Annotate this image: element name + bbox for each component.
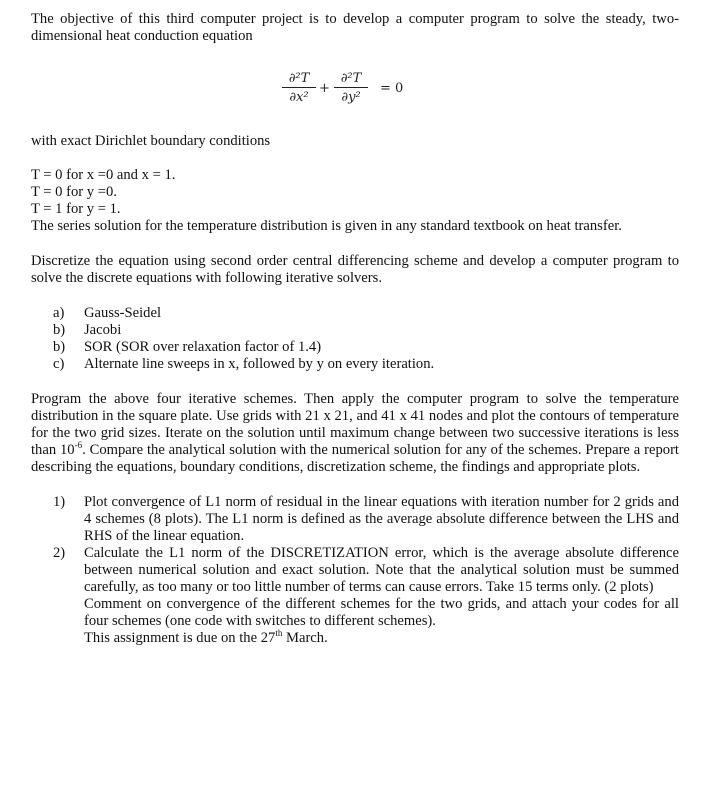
plus-sign: + <box>319 81 330 96</box>
list-text: Calculate the L1 norm of the DISCRETIZATION error, which is the average absolute difference between numerical solution and exact solution. Note that the analytical solution must be summed carefully, as too many or too little number of terms can cause errors. Take 15 terms only. (2 plots) <box>84 545 679 595</box>
list-text: Alternate line sweeps in x, followed by y on every iteration. <box>84 356 435 372</box>
intro-paragraph: The objective of this third computer project is to develop a computer program to solve the steady, two-dimensional heat conduction equation <box>31 11 679 44</box>
task-list <box>31 494 679 596</box>
list-marker: 1) <box>53 494 66 510</box>
term1-numerator: ∂²T <box>288 71 310 86</box>
list-text: Gauss-Seidel <box>84 305 162 321</box>
bc-line: T = 1 for y = 1. <box>31 201 121 217</box>
list-item <box>31 494 679 545</box>
list-text: SOR (SOR over relaxation factor of 1.4) <box>84 339 322 355</box>
list-item <box>31 356 679 373</box>
list-text: Plot convergence of L1 norm of residual in the linear equations with iteration number for 2 grids and 4 schemes (8 plots). The L1 norm is defined as the average absolute difference between the LHS and RHS of the linear equation. <box>84 494 679 544</box>
term1-bar <box>282 87 316 88</box>
heat-equation <box>31 55 679 133</box>
program-text-end: . Compare the analytical solution with the numerical solution for any of the schemes. Prepare a report describing the equations, boundary conditions, discretization scheme, the findings and appropriate plots. <box>31 442 679 475</box>
exponent: -6 <box>74 440 83 450</box>
discretize-paragraph: Discretize the equation using second order central differencing scheme and develop a computer program to solve the discrete equations with following iterative solvers. <box>31 253 679 286</box>
term2-numerator: ∂²T <box>340 71 362 86</box>
due-date-line <box>31 630 679 647</box>
ordinal-suffix: th <box>275 628 283 638</box>
document-page <box>31 11 679 647</box>
program-paragraph <box>31 391 679 476</box>
due-text-start: This assignment is due on the 27 <box>84 630 276 646</box>
series-note: The series solution for the temperature distribution is given in any standard textbook on heat transfer. <box>31 218 622 234</box>
term2-denominator: ∂y² <box>341 90 361 105</box>
bc-intro: with exact Dirichlet boundary conditions <box>31 133 271 149</box>
list-item <box>31 322 679 339</box>
list-item <box>31 545 679 596</box>
program-text-start: Program the above four iterative schemes. Then apply the computer program to solve the temperature distribution in the square plate. Use grids with 21 x 21, and 41 x 41 nodes and plot the contours of temperature for the two grid sizes. Iterate on the solution until maximum change between two successive iterations is less than 10 <box>31 391 679 458</box>
bc-line: T = 0 for x =0 and x = 1. <box>31 167 176 183</box>
list-marker: b) <box>53 339 66 355</box>
list-marker: 2) <box>53 545 66 561</box>
list-text: Jacobi <box>84 322 122 338</box>
list-marker: c) <box>53 356 65 372</box>
solver-list <box>31 305 679 373</box>
equals-zero: = 0 <box>380 81 404 96</box>
list-marker: a) <box>53 305 65 321</box>
list-item <box>31 305 679 322</box>
term2-fraction <box>334 71 368 105</box>
list-item <box>31 339 679 356</box>
bc-line: T = 0 for y =0. <box>31 184 117 200</box>
term1-fraction <box>282 71 316 105</box>
term1-denominator: ∂x² <box>289 90 309 105</box>
term2-bar <box>334 87 368 88</box>
comment-paragraph: Comment on convergence of the different schemes for the two grids, and attach your codes for all four schemes (one code with switches to different schemes). <box>84 596 679 629</box>
list-marker: b) <box>53 322 66 338</box>
due-text-end: March. <box>282 630 328 646</box>
